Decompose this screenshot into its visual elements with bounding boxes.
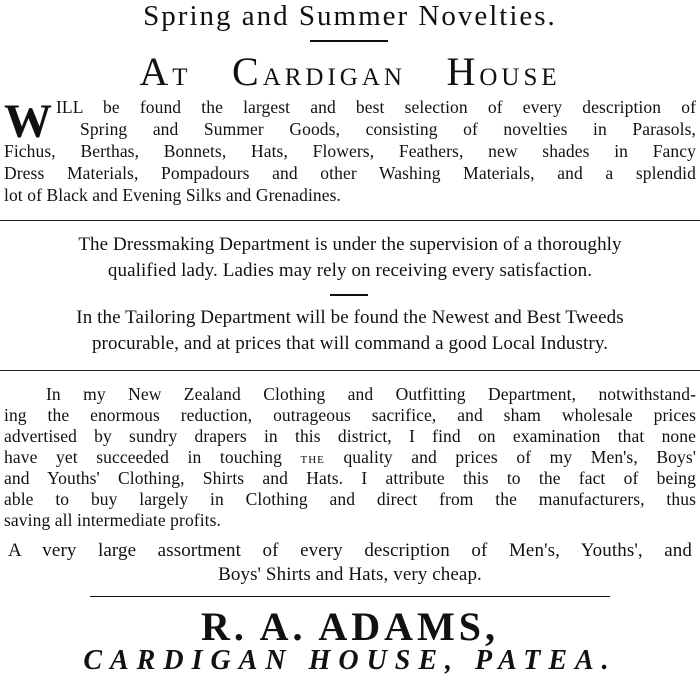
- section-rule-2: [0, 370, 700, 371]
- assortment-line-1: A very large assortment of every description of Men's, Youths', and: [8, 540, 692, 561]
- intro-dropcap: W: [4, 95, 52, 148]
- intro-line-2: Spring and Summer Goods, consisting of novelties in Parasols,: [80, 119, 696, 139]
- house-title-word2-rest: ARDIGAN: [262, 64, 406, 91]
- house-title-word3-rest: OUSE: [479, 64, 561, 91]
- clothing-line-4-end: quality and prices of my Men's, Boys': [324, 447, 696, 467]
- dressmaking-rule: [330, 294, 368, 296]
- clothing-line-3: advertised by sundry drapers in this district, I find on examination that none: [4, 426, 696, 446]
- tailoring-line-2: procurable, and at prices that will command a good Local Industry.: [91, 333, 609, 354]
- clothing-line-4: [4, 447, 696, 467]
- clothing-line-4-the: THE: [300, 454, 325, 466]
- dressmaking-line-2: qualified lady. Ladies may rely on receiving every satisfaction.: [107, 260, 593, 281]
- intro-line-1: ILL be found the largest and best selection of every description of: [56, 97, 696, 117]
- clothing-line-1: In my New Zealand Clothing and Outfitting Department, notwithstand-: [46, 384, 696, 404]
- dressmaking-line-1: The Dressmaking Department is under the supervision of a thoroughly: [78, 234, 622, 255]
- house-title: [0, 50, 700, 100]
- clothing-line-6: able to buy largely in Clothing and direct from the manufacturers, thus: [4, 489, 696, 509]
- intro-line-3: Fichus, Berthas, Bonnets, Hats, Flowers, Feathers, new shades in Fancy: [4, 141, 696, 161]
- house-title-word1-rest: T: [172, 64, 192, 91]
- heading: Spring and Summer Novelties.: [143, 0, 557, 32]
- section-rule-1: [0, 220, 700, 221]
- house-title-word3-initial: H: [446, 49, 480, 94]
- intro-line-5: lot of Black and Evening Silks and Grenadines.: [4, 185, 342, 205]
- assortment-line-2: Boys' Shirts and Hats, very cheap.: [218, 564, 482, 585]
- house-title-word1-initial: A: [139, 49, 173, 94]
- heading-rule: [310, 40, 388, 42]
- proprietor-rule: [90, 596, 610, 597]
- clothing-line-5: and Youths' Clothing, Shirts and Hats. I attribute this to the fact of being: [4, 468, 696, 488]
- clothing-line-7: saving all intermediate profits.: [4, 510, 222, 530]
- clothing-line-4-start: have yet succeeded in touching: [4, 447, 301, 467]
- house-title-word2-initial: C: [232, 49, 263, 94]
- proprietor-name: R. A. ADAMS,: [200, 604, 500, 649]
- proprietor-location: CARDIGAN HOUSE, PATEA.: [83, 645, 617, 676]
- clothing-line-2: ing the enormous reduction, outrageous sacrifice, and sham wholesale prices: [4, 405, 696, 425]
- tailoring-line-1: In the Tailoring Department will be found the Newest and Best Tweeds: [76, 307, 624, 328]
- intro-line-4: Dress Materials, Pompadours and other Washing Materials, and a splendid: [4, 163, 696, 183]
